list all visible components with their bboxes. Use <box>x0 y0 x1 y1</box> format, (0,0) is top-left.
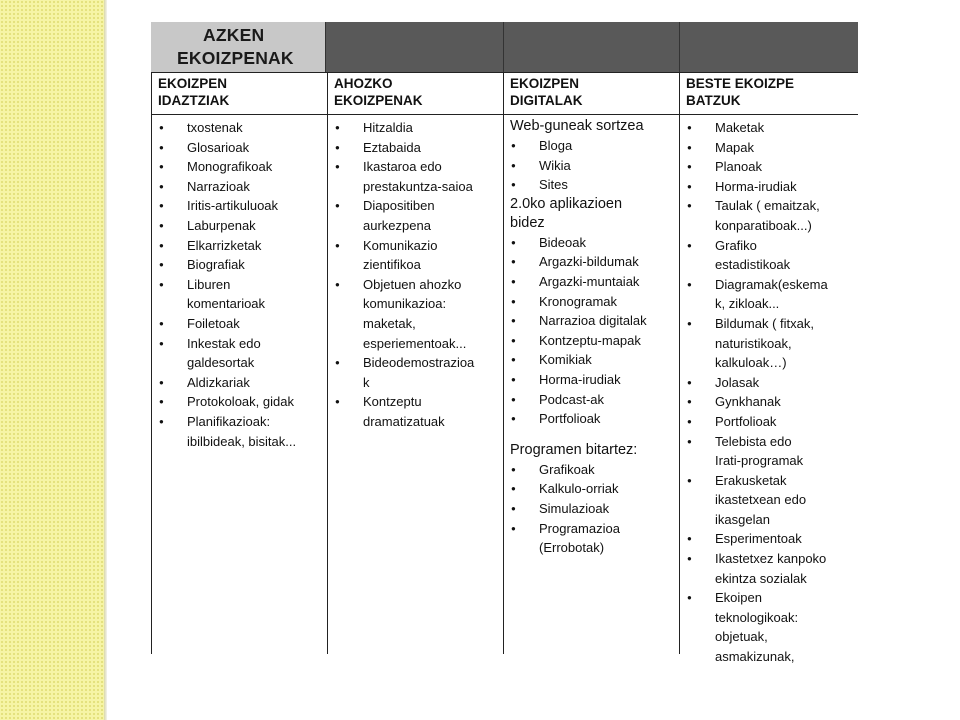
list-item <box>328 275 504 353</box>
list-item-text: ● Taulak ( emaitzak, <box>715 198 820 214</box>
bullet-list <box>504 233 680 429</box>
column-oral-productions <box>327 73 504 654</box>
group-heading <box>504 195 680 233</box>
group-heading-text: 2.0ko aplikazioen <box>510 195 623 212</box>
list-item-text: teknologikoak: <box>715 609 799 625</box>
list-item-text: ● Horma-irudiak <box>539 371 621 387</box>
list-item-text: ● Planoak <box>715 159 762 175</box>
column-other-productions <box>679 73 858 665</box>
column-digital-productions <box>503 73 680 654</box>
bullet-list <box>680 115 858 667</box>
decorative-side-stripe <box>0 0 104 720</box>
header-divider <box>503 22 504 72</box>
side-stripe-edge <box>104 0 107 720</box>
list-item-text: ikasgelan <box>715 511 770 527</box>
table-header-row <box>151 22 858 73</box>
list-item-text: ● Diapositiben <box>363 198 435 214</box>
list-item <box>504 409 680 429</box>
list-item-text: galdesortak <box>187 355 255 371</box>
list-item-text: ● Bildumak ( fitxak, <box>715 315 814 331</box>
list-item-text: prestakuntza-saioa <box>363 178 473 194</box>
list-item-text: ● Ekoipen <box>715 590 762 606</box>
list-item-text: ● Planifikazioak: <box>187 413 271 429</box>
column-heading-line: AHOZKO <box>334 76 393 91</box>
column-heading-line: BATZUK <box>686 93 741 108</box>
list-item-text: ● Telebista edo <box>715 433 792 449</box>
list-item-text: ● Gynkhanak <box>715 394 781 410</box>
list-item <box>328 196 504 235</box>
list-item-text: ibilbideak, bisitak... <box>187 433 297 449</box>
list-item-text: asmakizunak, <box>715 649 795 665</box>
list-item-text: ● Argazki-bildumak <box>539 254 639 270</box>
group-spacer <box>504 429 680 441</box>
list-item-text: ● Hitzaldia <box>363 120 413 135</box>
list-item <box>504 156 680 176</box>
column-heading-line: EKOIZPEN <box>158 76 228 91</box>
list-item <box>680 549 858 588</box>
list-item-text: kalkuloak…) <box>715 355 787 371</box>
list-item-text: ● Narrazioa digitalak <box>539 313 647 329</box>
list-item <box>152 138 328 158</box>
list-item <box>680 236 858 275</box>
list-item <box>680 529 858 549</box>
list-item <box>328 157 504 196</box>
list-item-text: ● Grafiko <box>715 237 757 253</box>
list-item-text: ● Foiletoak <box>187 315 240 331</box>
list-item <box>504 390 680 410</box>
list-item <box>504 233 680 253</box>
list-item-text: ● Programazioa <box>539 520 620 536</box>
list-item <box>152 118 328 138</box>
list-item-text: estadistikoak <box>715 257 791 273</box>
list-item-text: ● Argazki-muntaiak <box>539 273 640 289</box>
list-item-text: ● Komikiak <box>539 352 592 368</box>
list-item <box>680 118 858 138</box>
list-item-text: ● Mapak <box>715 139 755 155</box>
list-item <box>152 255 328 275</box>
column-heading-line: IDAZTZIAK <box>158 93 230 108</box>
column-heading-line: EKOIZPEN <box>510 76 580 91</box>
table-title-cell <box>151 22 326 72</box>
group-heading-text: Web-guneak sortzea <box>510 118 644 134</box>
list-item <box>152 236 328 256</box>
list-item <box>680 177 858 197</box>
group-heading <box>504 441 680 460</box>
list-item <box>680 588 858 666</box>
list-item <box>504 460 680 480</box>
list-item-text: ikastetxean edo <box>715 492 807 508</box>
group-heading-text: bidez <box>510 214 545 231</box>
list-item <box>504 370 680 390</box>
list-item <box>328 138 504 158</box>
list-item-text: ● Narrazioak <box>187 178 250 194</box>
list-item-text: ● Horma-irudiak <box>715 178 797 194</box>
list-item-text: ● Bideodemostrazioa <box>363 355 475 371</box>
group-heading <box>504 115 680 136</box>
list-item-text: ● Inkestak edo <box>187 335 261 351</box>
list-item <box>504 350 680 370</box>
list-item-text: ● Iritis-artikuluoak <box>187 198 279 214</box>
list-item <box>680 275 858 314</box>
list-item-text: ● Portfolioak <box>539 411 601 427</box>
list-item <box>680 138 858 158</box>
table-title-line-1: AZKEN <box>203 25 265 45</box>
list-item-text: ● Bloga <box>539 138 573 153</box>
list-item <box>504 311 680 331</box>
column-heading-line: BESTE EKOIZPE <box>686 76 795 91</box>
list-item-text: ● Komunikazio <box>363 237 438 253</box>
list-item-text: ekintza sozialak <box>715 570 807 586</box>
list-item <box>152 373 328 393</box>
list-item-text: esperiementoak... <box>363 335 467 351</box>
list-item-text: ● Objetuen ahozko <box>363 276 462 292</box>
bullet-list <box>504 460 680 558</box>
list-item-text: Irati-programak <box>715 453 804 469</box>
list-item-text: ● Podcast-ak <box>539 391 605 407</box>
column-heading <box>504 73 680 115</box>
list-item-text: ● Kontzeptu <box>363 394 422 410</box>
group-heading-text: Programen bitartez: <box>510 441 638 458</box>
list-item-text: ● Sites <box>539 177 568 193</box>
list-item <box>680 314 858 373</box>
list-item <box>152 314 328 334</box>
list-item-text: ● Bideoak <box>539 234 586 250</box>
list-item-text: ● Simulazioak <box>539 500 610 516</box>
list-item-text: ● Maketak <box>715 120 765 135</box>
list-item <box>152 334 328 373</box>
list-item-text: ● Erakusketak <box>715 472 787 488</box>
list-item <box>152 412 328 451</box>
list-item-text: ● Ikastaroa edo <box>363 159 442 175</box>
list-item-text: ● Biografiak <box>187 257 245 273</box>
list-item <box>504 175 680 195</box>
list-item-text: ● Kronogramak <box>539 293 618 309</box>
list-item <box>152 196 328 216</box>
list-item <box>504 519 680 558</box>
list-item <box>328 353 504 392</box>
list-item-text: naturistikoak, <box>715 335 792 351</box>
list-item <box>680 392 858 412</box>
header-divider <box>679 22 680 72</box>
list-item <box>152 157 328 177</box>
list-item-text: ● Eztabaida <box>363 139 421 155</box>
column-heading-line: EKOIZPENAK <box>334 93 423 108</box>
list-item <box>680 471 858 530</box>
list-item <box>504 499 680 519</box>
list-item-text: k <box>363 374 370 390</box>
list-item <box>504 331 680 351</box>
list-item-text: ● Elkarrizketak <box>187 237 262 253</box>
list-item-text: ● Glosarioak <box>187 139 250 155</box>
list-item-text: k, zikloak... <box>715 296 780 312</box>
list-item <box>504 136 680 156</box>
column-heading <box>328 73 504 115</box>
list-item <box>680 412 858 432</box>
list-item-text: aurkezpena <box>363 217 431 233</box>
productions-table <box>151 22 858 665</box>
list-item <box>504 272 680 292</box>
list-item <box>328 236 504 275</box>
list-item-text: ● Kontzeptu-mapak <box>539 332 641 348</box>
list-item-text: ● Laburpenak <box>187 217 256 233</box>
list-item-text: ● Diagramak(eskema <box>715 276 828 292</box>
list-item-text: komunikazioa: <box>363 296 447 312</box>
list-item <box>680 432 858 471</box>
list-item <box>152 177 328 197</box>
column-heading <box>152 73 328 115</box>
list-item-text: ● Monografikoak <box>187 159 273 175</box>
list-item-text: maketak, <box>363 315 416 331</box>
list-item <box>680 373 858 393</box>
list-item <box>680 157 858 177</box>
list-item-text: komentarioak <box>187 296 266 312</box>
list-item <box>152 392 328 412</box>
bullet-list <box>152 115 328 451</box>
column-written-productions <box>151 73 328 654</box>
list-item-text: dramatizatuak <box>363 413 445 429</box>
list-item-text: ● Wikia <box>539 157 571 173</box>
list-item <box>152 275 328 314</box>
list-item-text: ● Grafikoak <box>539 461 595 477</box>
list-item-text: konparatiboak...) <box>715 217 812 233</box>
list-item-text: ● Aldizkariak <box>187 374 250 390</box>
column-heading-line: DIGITALAK <box>510 93 583 108</box>
table-title-line-2: EKOIZPENAK <box>177 48 294 68</box>
list-item-text: ● txostenak <box>187 120 243 135</box>
list-item-text: zientifikoa <box>363 257 421 273</box>
list-item-text: ● Ikastetxez kanpoko <box>715 551 827 567</box>
list-item-text: ● Liburen <box>187 276 231 292</box>
list-item <box>152 216 328 236</box>
list-item-text: ● Protokoloak, gidak <box>187 394 294 410</box>
list-item-text: ● Portfolioak <box>715 413 777 429</box>
list-item <box>504 292 680 312</box>
bullet-list <box>328 115 504 432</box>
list-item <box>504 252 680 272</box>
bullet-list <box>504 136 680 195</box>
list-item <box>680 196 858 235</box>
list-item-text: objetuak, <box>715 629 768 645</box>
list-item <box>328 118 504 138</box>
list-item-text: ● Esperimentoak <box>715 531 802 547</box>
list-item <box>504 479 680 499</box>
list-item-text: (Errobotak) <box>539 540 605 556</box>
list-item-text: ● Jolasak <box>715 374 760 390</box>
column-heading <box>680 73 858 115</box>
list-item-text: ● Kalkulo-orriak <box>539 481 619 497</box>
list-item <box>328 392 504 431</box>
